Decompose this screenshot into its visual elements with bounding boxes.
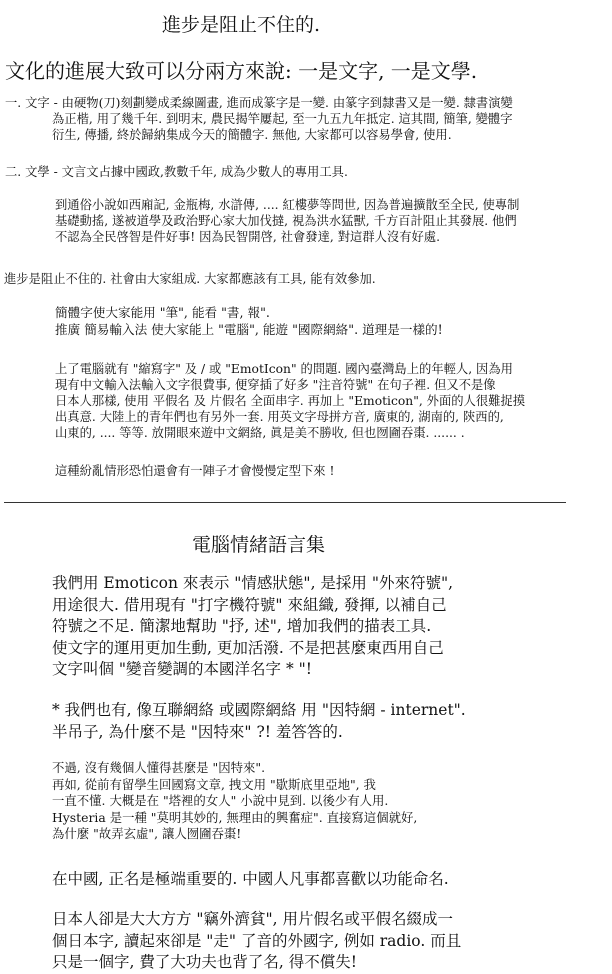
text-line: 用途很大. 借用現有 "打字機符號" 來組織, 發揮, 以補自己 bbox=[52, 595, 447, 614]
item-literature: 二. 文學 - 文言文占據中國政,教數千年, 成為少數人的專用工具. bbox=[5, 165, 348, 179]
paragraph-naming: 在中國, 正名是極端重要的. 中國人凡事都喜歡以功能命名. bbox=[52, 870, 449, 888]
paragraph-japanese bbox=[52, 909, 461, 974]
text-line: 衍生, 傳播, 終於歸納集成今天的簡體字. 無他, 大家都可以容易學會, 使用. bbox=[52, 128, 452, 142]
text-line: 現有中文輸入法輸入文字很費事, 便穿插了好多 "注音符號" 在句子裡. 但又不是像 bbox=[55, 378, 496, 392]
headline: 文化的進展大致可以分兩方來說: 一是文字, 一是文學. bbox=[5, 59, 478, 83]
text-line: 我們用 Emoticon 來表示 "情感狀態", 是採用 "外來符號", bbox=[52, 574, 454, 592]
conclusion: 這種紛亂情形恐怕還會有一陣子才會慢慢定型下來 ! bbox=[55, 464, 335, 478]
text-line: * 我們也有, 像互聯網絡 或國際網絡 用 "因特網 - internet". bbox=[52, 701, 466, 719]
text-line: 日本人卻是大大方方 "竊外濟貧", 用片假名或平假名綴成一 bbox=[52, 910, 454, 928]
text-line: 不過, 沒有幾個人懂得甚麼是 "因特來". bbox=[52, 760, 266, 775]
paragraph-hysteria bbox=[52, 760, 417, 843]
item-writing bbox=[5, 95, 513, 143]
text-line: 出真意. 大陸上的青年們也有另外一套. 用英文字母拼方音, 廣東的, 湖南的, 陝西的, bbox=[55, 410, 504, 424]
text-line: 不認為全民啓智是件好事! 因為民智開啓, 社會發達, 對這群人沒有好處. bbox=[55, 230, 441, 244]
text-line: 文字叫個 "變音變調的本國洋名字 * "! bbox=[52, 660, 313, 678]
section-divider bbox=[4, 502, 566, 503]
section-title: 電腦情緒語言集 bbox=[192, 534, 326, 556]
text-line: Hysteria 是一種 "莫明其妙的, 無理由的興奮症". 直接寫這個就好, bbox=[52, 809, 418, 825]
text-line: 簡體字使大家能用 "筆", 能看 "書, 報". bbox=[55, 305, 270, 320]
text-line: 到通俗小說如西廂記, 金瓶梅, 水滸傳, .... 紅樓夢等問世, 因為普遍擴散至全民, 使專制 bbox=[55, 198, 520, 212]
progress-statement: 進步是阻止不住的. 社會由大家組成. 大家都應該有工具, 能有效參加. bbox=[4, 272, 376, 286]
text-line: 推廣 簡易輸入法 使大家能上 "電腦", 能遊 "國際網絡". 道理是一樣的! bbox=[55, 322, 443, 337]
text-line: 個日本字, 讀起來卻是 "走" 了音的外國字, 例如 radio. 而且 bbox=[52, 931, 462, 950]
tools-paragraph bbox=[55, 304, 443, 338]
text-line: 為正楷, 用了幾千年. 到明末, 農民揭竿屢起, 至一九五九年抵定. 這其間, 簡筆, 變體字 bbox=[52, 112, 513, 126]
text-line: 只是一個字, 費了大功夫也背了名, 得不償失! bbox=[52, 953, 357, 971]
paragraph-emoticon-definition bbox=[52, 573, 453, 681]
text-line: 上了電腦就有 "縮寫字" 及 / 或 "EmotIcon" 的問題. 國內臺灣島上的年輕人, 因為用 bbox=[55, 362, 513, 376]
emoticon-paragraph bbox=[55, 361, 525, 441]
text-line: 符號之不足. 簡潔地幫助 "抒, 述", 增加我們的描表工具. bbox=[52, 617, 432, 635]
text-line: 使文字的運用更加生動, 更加活潑. 不是把甚麼東西用自己 bbox=[52, 638, 444, 657]
text-line: 一直不懂. 大概是在 "塔裡的女人" 小說中見到. 以後少有人用. bbox=[52, 793, 389, 808]
page-title: 進步是阻止不住的. bbox=[162, 14, 321, 36]
text-line: 基礎動搖, 遂被道學及政治野心家大加伐撻, 視為洪水猛獸, 千方百計阻止其發展. 他們 bbox=[55, 214, 517, 228]
text-line: 為什麼 "故弄玄虛", 讓人囫圇吞棗! bbox=[52, 826, 242, 841]
paragraph-footnote bbox=[52, 700, 466, 743]
item-literature-detail bbox=[55, 197, 519, 245]
text-line: 再如, 從前有留學生回國寫文章, 拽文用 "歇斯底里亞地", 我 bbox=[52, 776, 376, 792]
text-line: 一. 文字 - 由硬物(刀)刻劃變成柔線圖畫, 進而成篆字是一變. 由篆字到隸書又是一變. 隸書演變 bbox=[5, 96, 513, 110]
text-line: 山東的, .... 等等. 放開眼來遊中文網絡, 眞是美不勝收, 但也囫圇吞棗. ...... . bbox=[55, 426, 465, 440]
text-line: 日本人那樣, 使用 平假名 及 片假名 全面串字. 再加上 "Emoticon", 外面的人很難捉摸 bbox=[55, 394, 526, 408]
text-line: 半吊子, 為什麼不是 "因特來" ?! 羞答答的. bbox=[52, 722, 343, 741]
